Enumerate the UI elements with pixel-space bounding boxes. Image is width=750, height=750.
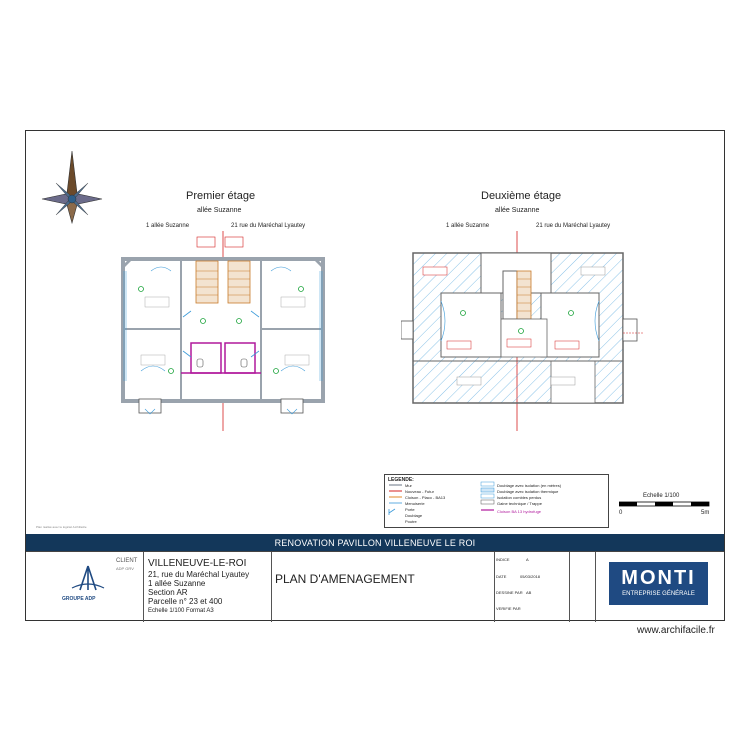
monti-logo-text: MONTI xyxy=(621,567,696,589)
legend-item: Poutre xyxy=(405,519,417,524)
meta-value: AB xyxy=(526,590,532,595)
address-line: 1 allée Suzanne xyxy=(148,579,206,588)
document-title: PLAN D'AMENAGEMENT xyxy=(275,572,415,586)
scale-end: 5m xyxy=(701,510,710,516)
legend-title: LEGENDE: xyxy=(388,477,414,483)
legend-item: Doublage xyxy=(405,513,423,518)
watermark: www.archifacile.fr xyxy=(637,625,715,636)
legend-item: Porte xyxy=(405,507,415,512)
legend-item: Cloison BA 13 hydrofuge xyxy=(497,509,542,514)
title-block xyxy=(26,551,724,622)
drawing-sheet xyxy=(25,130,725,621)
floor-2-subtitle: allée Suzanne xyxy=(495,207,540,214)
meta-label: DESSINE PAR xyxy=(496,590,523,595)
groupe-adp-logo xyxy=(58,562,118,608)
address-line: Section AR xyxy=(148,588,188,597)
client-label: CLIENT xyxy=(116,558,138,564)
scale-bar xyxy=(619,501,711,509)
floor-1-title: Premier étage xyxy=(186,190,256,202)
legend-item: Cloison - Placo - BA13 xyxy=(405,495,446,500)
project-banner: RENOVATION PAVILLON VILLENEUVE LE ROI xyxy=(26,534,724,551)
meta-grid xyxy=(496,552,568,622)
project-city: VILLENEUVE-LE-ROI xyxy=(148,558,247,569)
compass-rose-icon xyxy=(40,141,104,225)
floor-1-street-right: 21 rue du Maréchal Lyautey xyxy=(231,223,306,229)
floor-1-subtitle: allée Suzanne xyxy=(197,207,242,214)
scale-label: Echelle 1/100 xyxy=(643,493,680,499)
floor-2-street-left: 1 allée Suzanne xyxy=(446,223,490,229)
legend-item: Nouveau - Futur xyxy=(405,489,434,494)
legend-item: Mur xyxy=(405,483,412,488)
meta-value: A xyxy=(526,557,529,562)
meta-label: INDICE xyxy=(496,557,510,562)
address-line: 21, rue du Maréchal Lyautey xyxy=(148,570,250,579)
floor-1-street-left: 1 allée Suzanne xyxy=(146,223,190,229)
monti-logo xyxy=(609,562,708,605)
floor-2-plan xyxy=(401,231,651,431)
scale-start: 0 xyxy=(619,510,623,516)
floor-1-plan xyxy=(111,231,341,431)
meta-label: VERIFIE PAR xyxy=(496,606,521,611)
legend-item: Doublage avec isolation thermique xyxy=(497,489,559,494)
legend-swatches xyxy=(385,475,608,527)
footnote: Plan réalisé avec le logiciel Archifacile xyxy=(36,525,87,529)
address-line: Echelle 1/100 Format A3 xyxy=(148,608,214,614)
client-sub: ADP GRV xyxy=(116,566,134,571)
floor-2-title: Deuxième étage xyxy=(481,190,562,202)
groupe-adp-logo-icon xyxy=(58,562,118,596)
legend-item: Menuiserie xyxy=(405,501,425,506)
address-line: Parcelle n° 23 et 400 xyxy=(148,597,223,606)
monti-logo-subtitle: ENTREPRISE GÉNÉRALE xyxy=(622,591,695,597)
legend-item: Gaine technique / Trappe xyxy=(497,501,542,506)
groupe-adp-logo-text: GROUPE ADP xyxy=(62,596,96,602)
floor-2-street-right: 21 rue du Maréchal Lyautey xyxy=(536,223,611,229)
legend-item: Isolation combles perdus xyxy=(497,495,542,500)
legend-item: Doublage avec isolation (en mètres) xyxy=(497,483,562,488)
meta-label: DATE xyxy=(496,574,507,579)
legend-box xyxy=(384,474,609,528)
meta-value: 05/03/2018 xyxy=(520,574,541,579)
